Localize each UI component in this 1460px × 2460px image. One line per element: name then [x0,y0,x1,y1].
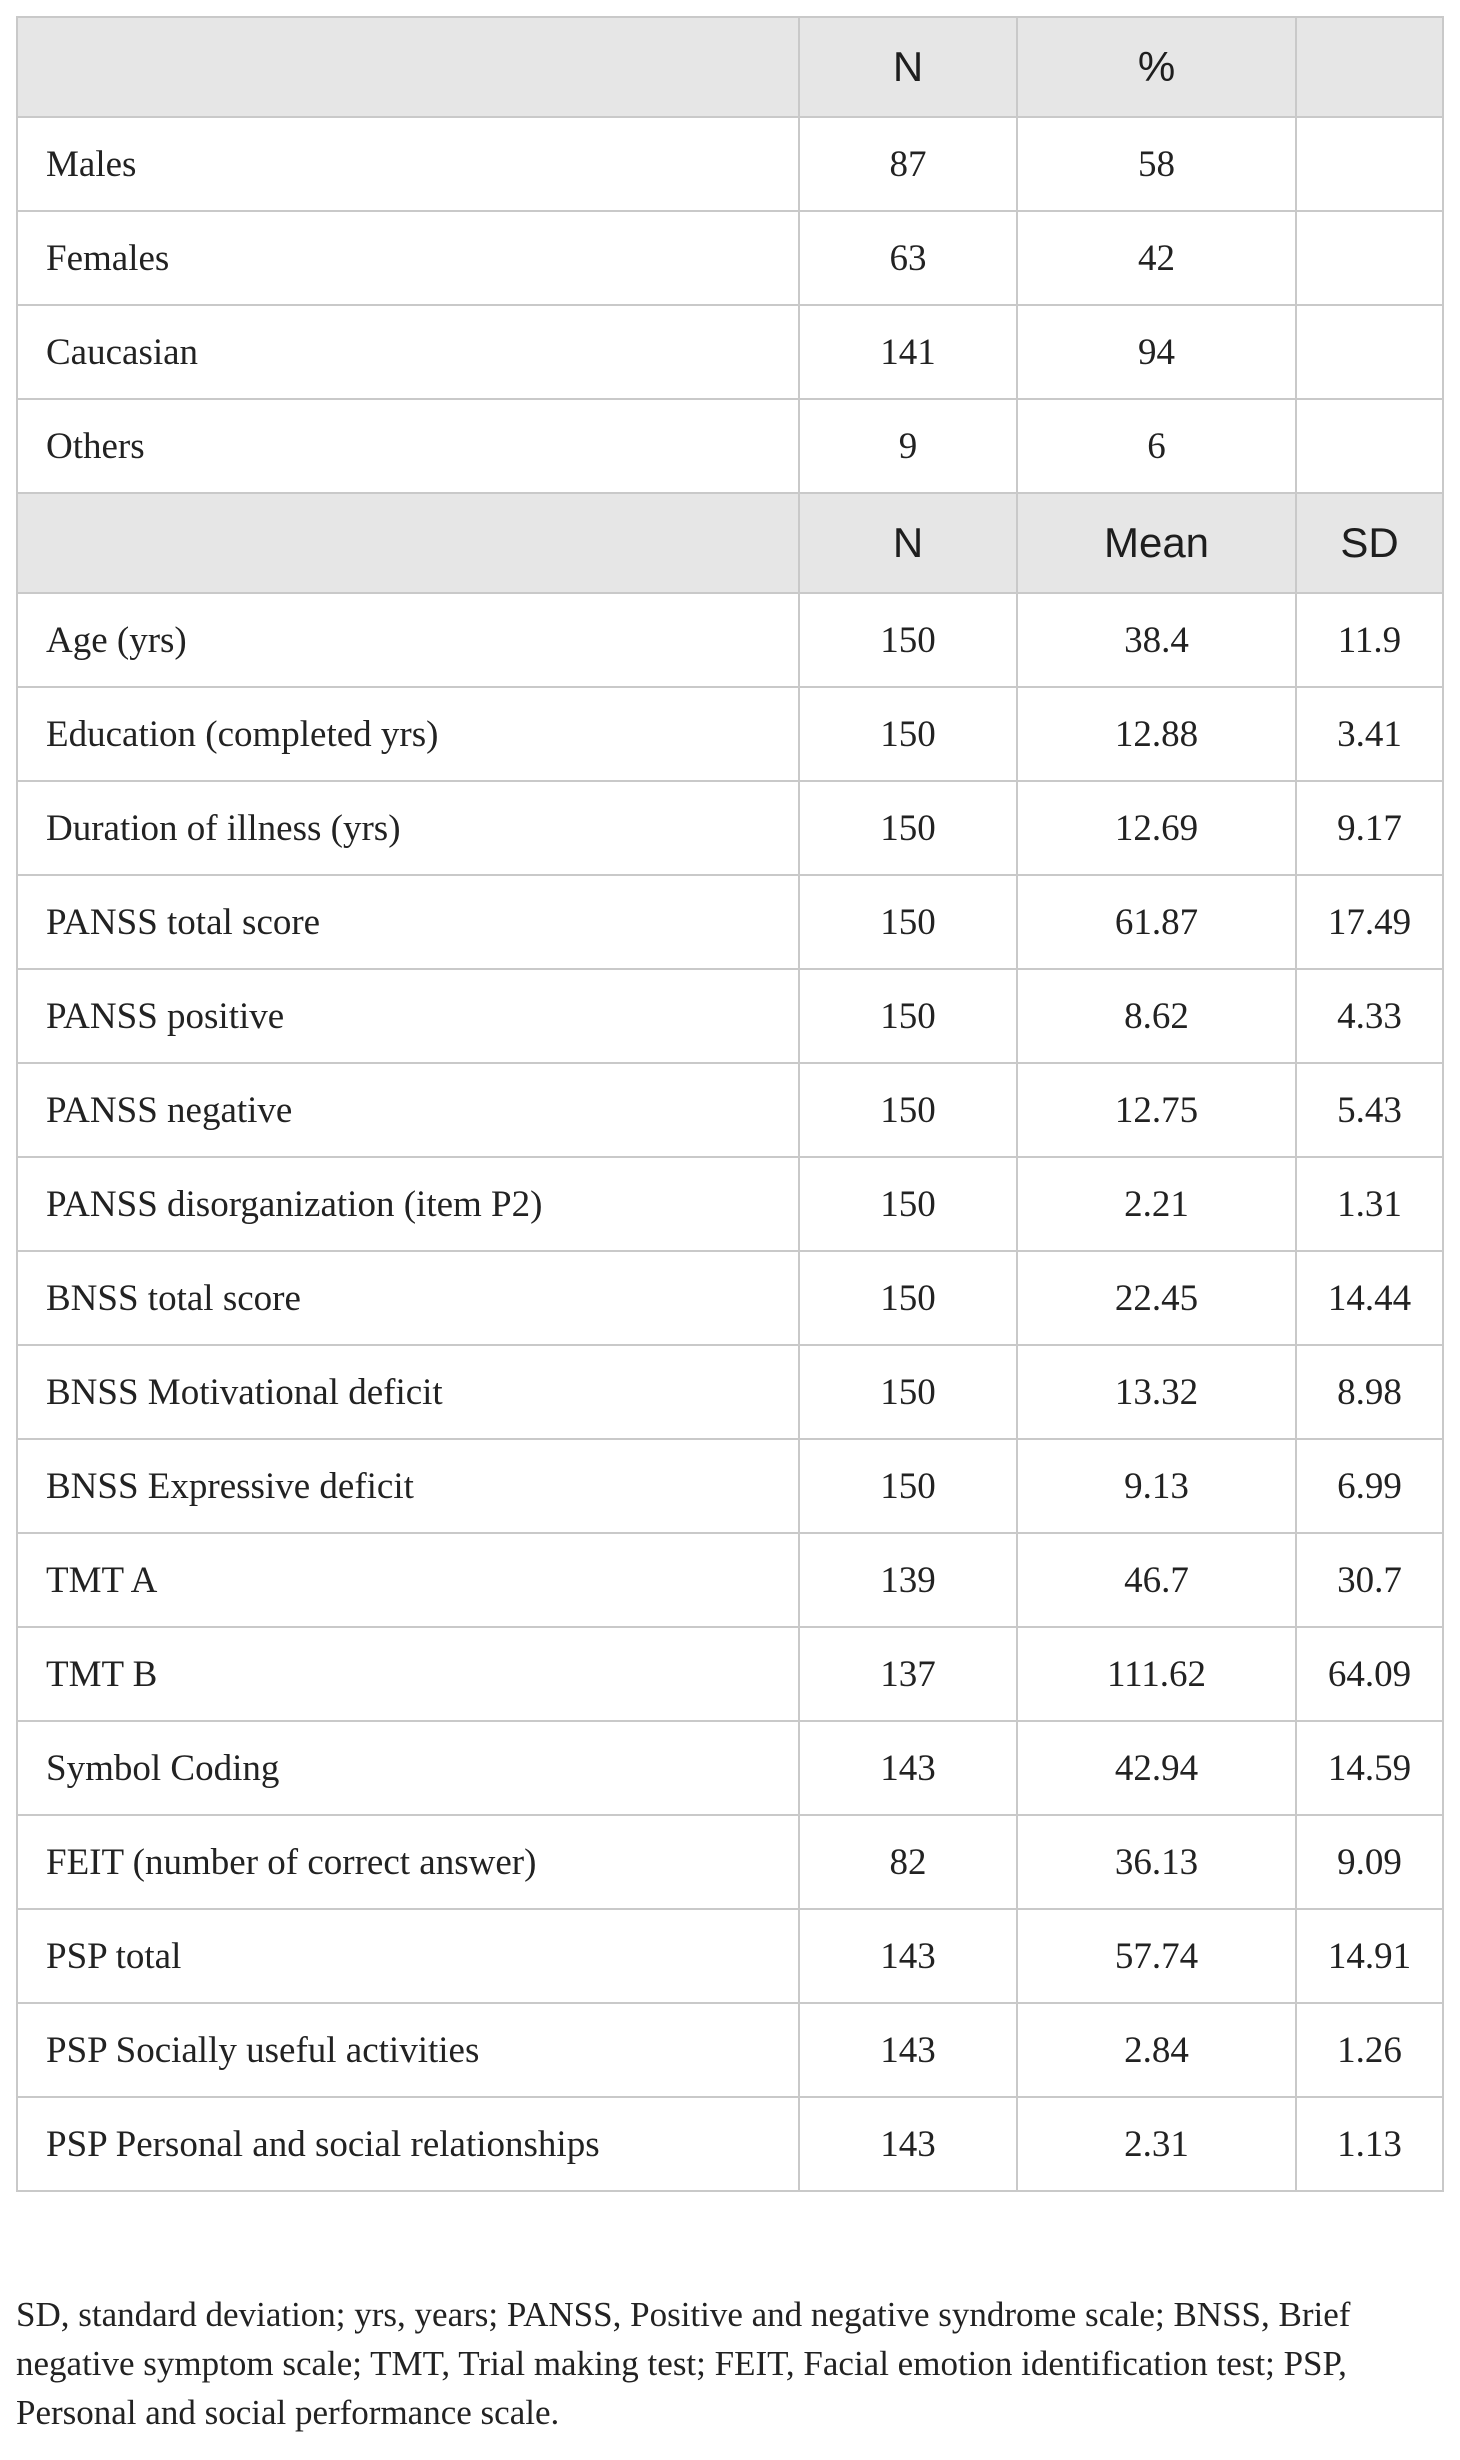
table-cell: 143 [799,1721,1017,1815]
header-row-demographics [17,17,1443,117]
table-row [17,1815,1443,1909]
row-label: BNSS Motivational deficit [17,1345,799,1439]
table-row [17,1533,1443,1627]
row-label: Duration of illness (yrs) [17,781,799,875]
table-cell: 87 [799,117,1017,211]
column-header [17,17,799,117]
table-cell: 57.74 [1017,1909,1296,2003]
table-cell: 3.41 [1296,687,1443,781]
table-cell: 4.33 [1296,969,1443,1063]
table-cell: 2.31 [1017,2097,1296,2191]
table-row [17,211,1443,305]
table-cell: 150 [799,1251,1017,1345]
row-label: PANSS total score [17,875,799,969]
table-row [17,593,1443,687]
table-cell: 1.31 [1296,1157,1443,1251]
table-row [17,969,1443,1063]
column-header [1296,17,1443,117]
row-label: Age (yrs) [17,593,799,687]
table-row [17,399,1443,493]
table-cell: 22.45 [1017,1251,1296,1345]
table-row [17,1439,1443,1533]
table-cell: 82 [799,1815,1017,1909]
table-cell: 63 [799,211,1017,305]
table-cell [1296,305,1443,399]
row-label: PANSS positive [17,969,799,1063]
table-row [17,2097,1443,2191]
table-cell: 9.17 [1296,781,1443,875]
table-row [17,1157,1443,1251]
table-cell: 143 [799,2003,1017,2097]
table-cell [1296,399,1443,493]
table-cell: 58 [1017,117,1296,211]
table-cell: 61.87 [1017,875,1296,969]
table-cell: 8.98 [1296,1345,1443,1439]
column-header: SD [1296,493,1443,593]
header-row-clinical [17,493,1443,593]
row-label: PANSS disorganization (item P2) [17,1157,799,1251]
table-cell [1296,211,1443,305]
table-row [17,2003,1443,2097]
column-header: Mean [1017,493,1296,593]
table-cell: 6.99 [1296,1439,1443,1533]
table-cell: 139 [799,1533,1017,1627]
row-label: Males [17,117,799,211]
table-cell: 38.4 [1017,593,1296,687]
table-cell: 1.26 [1296,2003,1443,2097]
table-cell: 46.7 [1017,1533,1296,1627]
table-cell: 13.32 [1017,1345,1296,1439]
table-cell: 9.13 [1017,1439,1296,1533]
table-cell: 30.7 [1296,1533,1443,1627]
table-cell: 94 [1017,305,1296,399]
table-cell: 42.94 [1017,1721,1296,1815]
table-row [17,117,1443,211]
row-label: TMT A [17,1533,799,1627]
row-label: FEIT (number of correct answer) [17,1815,799,1909]
column-header: N [799,17,1017,117]
table-cell: 8.62 [1017,969,1296,1063]
row-label: PSP total [17,1909,799,2003]
demographic-clinical-table [16,16,1444,2192]
table-cell: 143 [799,2097,1017,2191]
row-label: Education (completed yrs) [17,687,799,781]
table-body [17,17,1443,2191]
row-label: Symbol Coding [17,1721,799,1815]
row-label: TMT B [17,1627,799,1721]
row-label: Caucasian [17,305,799,399]
row-label: PSP Personal and social relationships [17,2097,799,2191]
column-header: % [1017,17,1296,117]
table-cell: 14.44 [1296,1251,1443,1345]
table-cell: 14.59 [1296,1721,1443,1815]
table-cell: 137 [799,1627,1017,1721]
table-row [17,1251,1443,1345]
table-cell: 143 [799,1909,1017,2003]
table-cell: 150 [799,593,1017,687]
table-row [17,1909,1443,2003]
table-cell: 111.62 [1017,1627,1296,1721]
table-cell: 150 [799,1157,1017,1251]
table-cell: 150 [799,969,1017,1063]
row-label: Others [17,399,799,493]
table-cell: 150 [799,1345,1017,1439]
table-row [17,687,1443,781]
table-row [17,305,1443,399]
table-cell: 12.69 [1017,781,1296,875]
row-label: BNSS Expressive deficit [17,1439,799,1533]
table-row [17,1063,1443,1157]
table-cell: 6 [1017,399,1296,493]
table-cell: 1.13 [1296,2097,1443,2191]
table-cell: 9.09 [1296,1815,1443,1909]
row-label: PANSS negative [17,1063,799,1157]
table-cell [1296,117,1443,211]
table-row [17,1345,1443,1439]
table-cell: 11.9 [1296,593,1443,687]
table-cell: 5.43 [1296,1063,1443,1157]
row-label: BNSS total score [17,1251,799,1345]
table-cell: 150 [799,1439,1017,1533]
table-cell: 150 [799,875,1017,969]
table-cell: 2.84 [1017,2003,1296,2097]
table-row [17,1721,1443,1815]
table-cell: 150 [799,781,1017,875]
table-cell: 12.88 [1017,687,1296,781]
column-header [17,493,799,593]
table-cell: 36.13 [1017,1815,1296,1909]
table-row [17,1627,1443,1721]
table-cell: 9 [799,399,1017,493]
table-cell: 17.49 [1296,875,1443,969]
row-label: PSP Socially useful activities [17,2003,799,2097]
table-cell: 141 [799,305,1017,399]
table-cell: 12.75 [1017,1063,1296,1157]
table-row [17,875,1443,969]
row-label: Females [17,211,799,305]
table-cell: 150 [799,1063,1017,1157]
table-row [17,781,1443,875]
table-cell: 64.09 [1296,1627,1443,1721]
table-cell: 42 [1017,211,1296,305]
table-footnote: SD, standard deviation; yrs, years; PANSS, Positive and negative syndrome scale; BNSS, Brief negative symptom scale; TMT, Trial making test; FEIT, Facial emotion identification test; PSP, Personal and social performance scale. [16,2295,1351,2432]
table-cell: 2.21 [1017,1157,1296,1251]
table-cell: 150 [799,687,1017,781]
table-cell: 14.91 [1296,1909,1443,2003]
column-header: N [799,493,1017,593]
